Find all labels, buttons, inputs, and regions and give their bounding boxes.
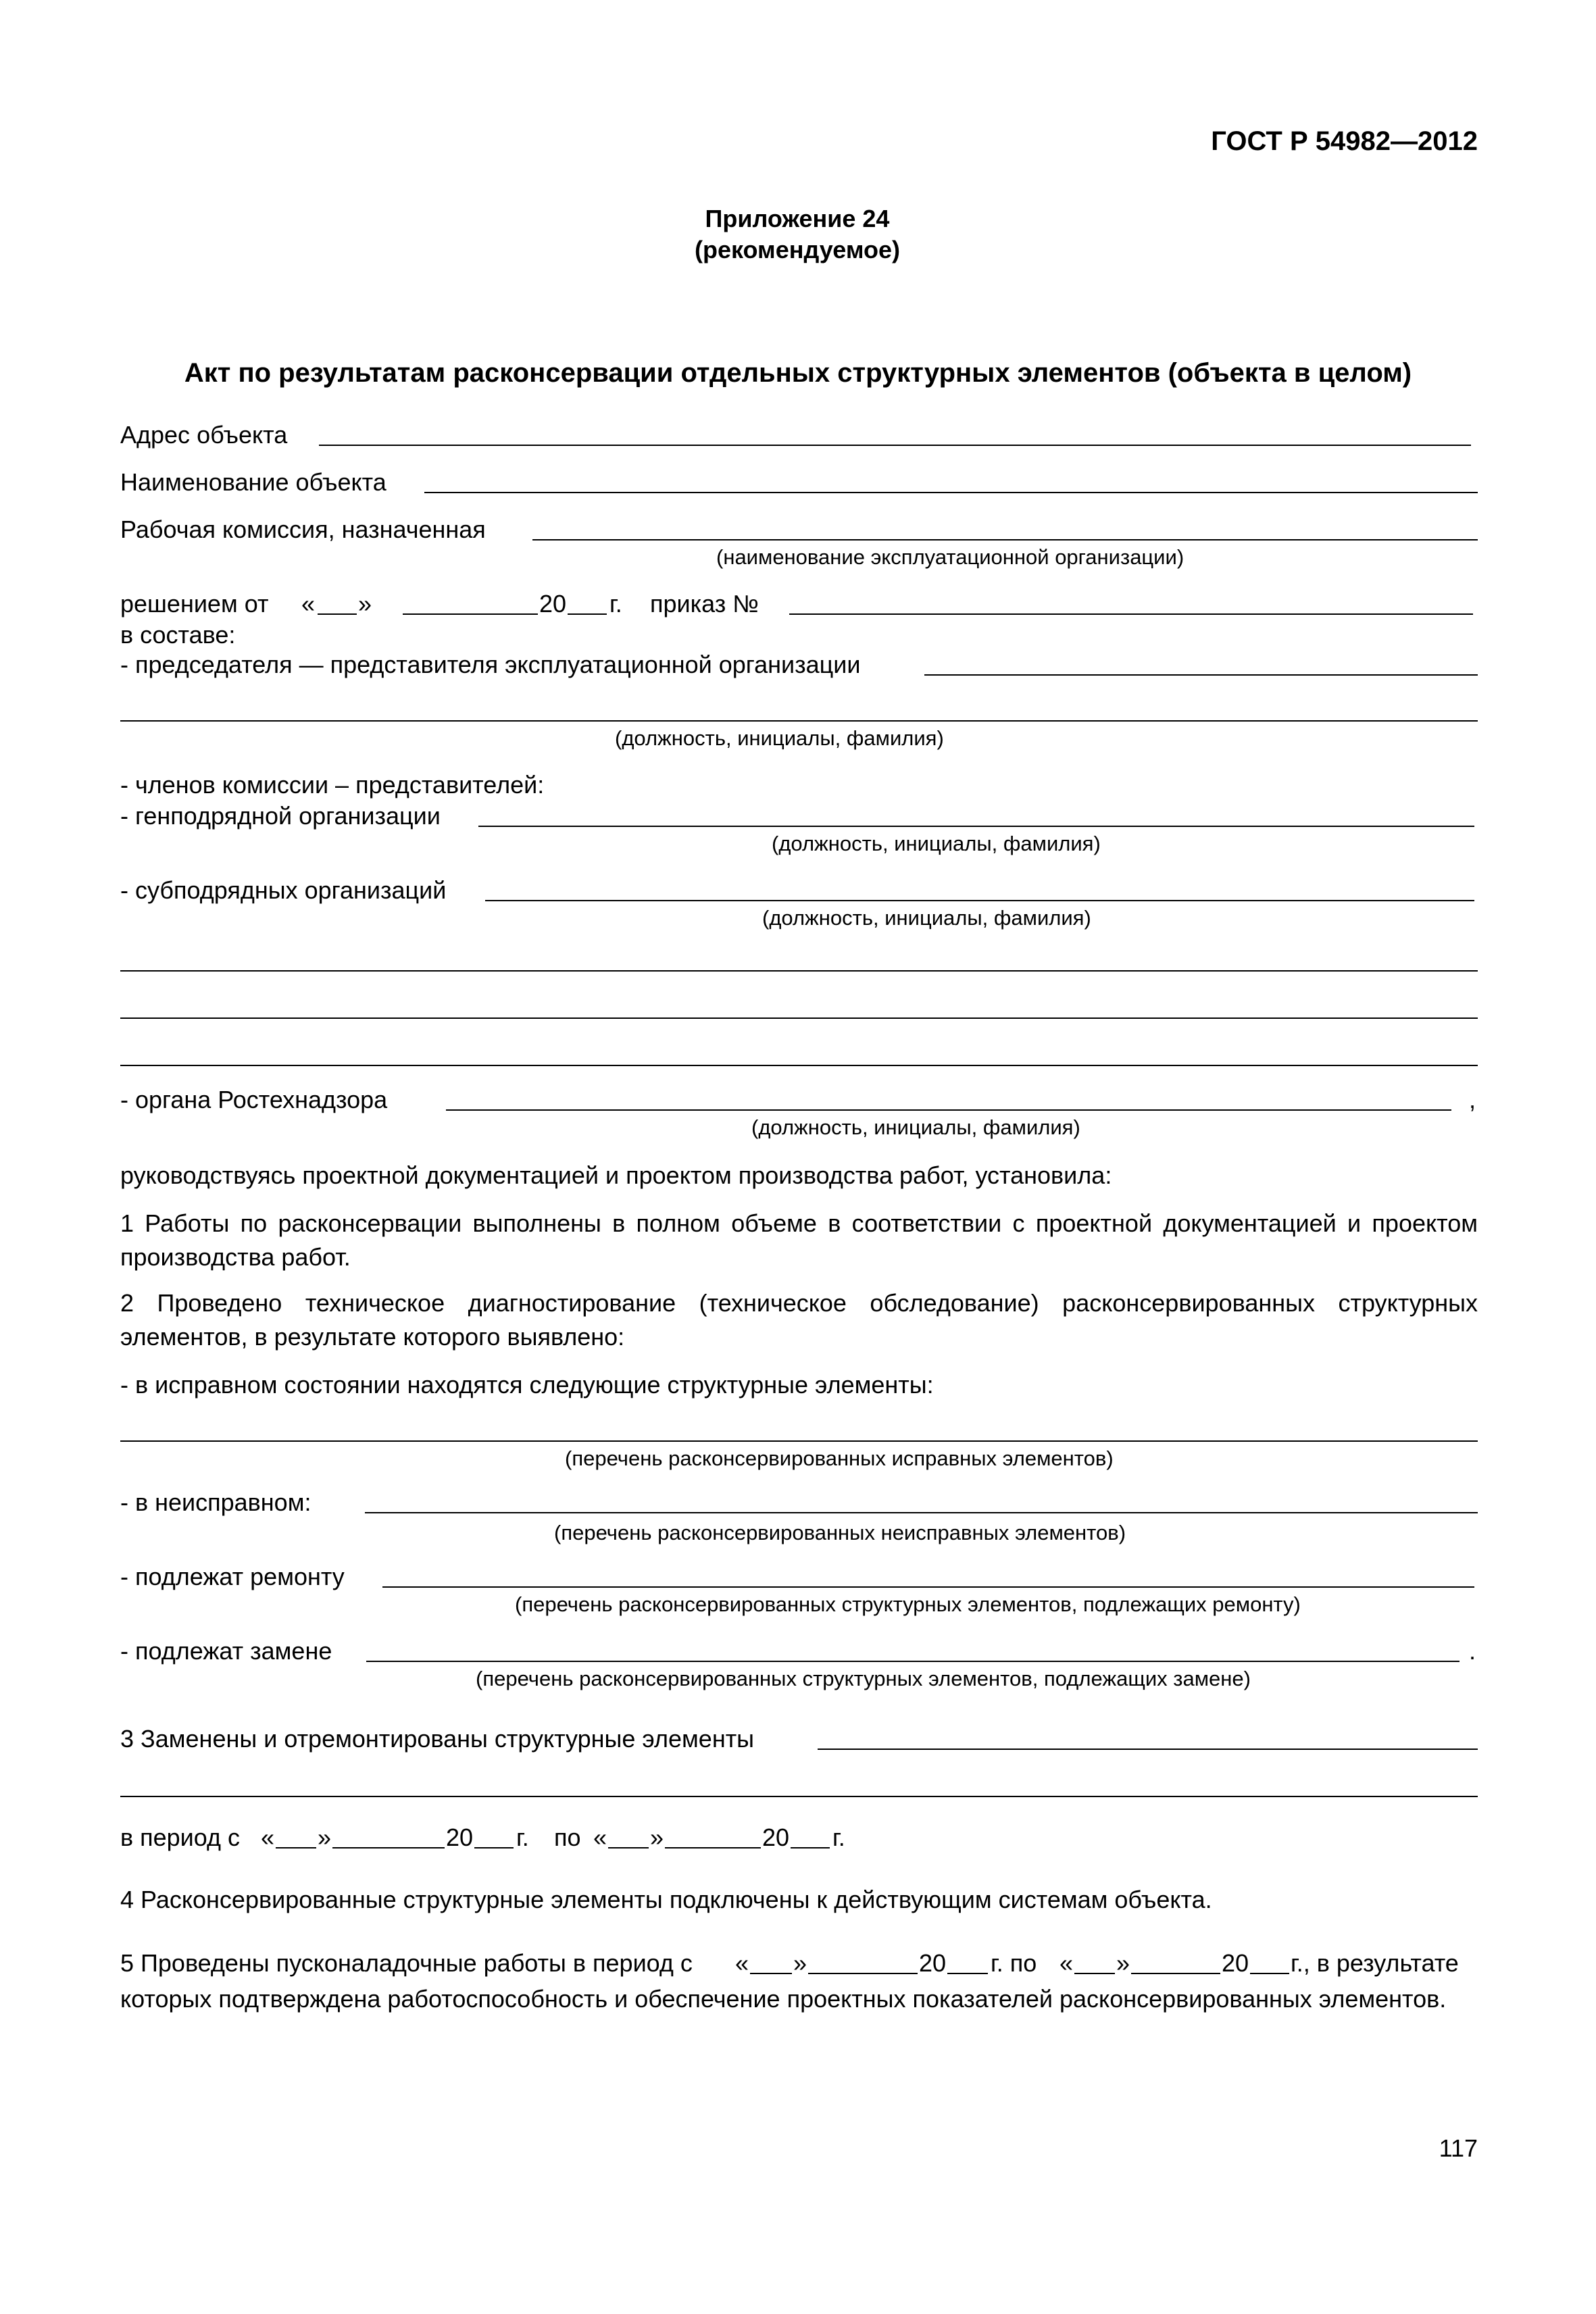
composition-label: в составе: xyxy=(120,621,236,649)
item-5-from-day-field[interactable] xyxy=(750,1973,792,1974)
subcontractors-field[interactable] xyxy=(485,900,1474,901)
annex-type: (рекомендуемое) xyxy=(695,236,900,263)
item-1-text: 1 Работы по расконсервации выполнены в полном объеме в соответствии с проектной документацией и проектом производства работ. xyxy=(120,1209,1478,1271)
object-name-label: Наименование объекта xyxy=(120,468,386,496)
replace-field[interactable] xyxy=(366,1661,1460,1662)
decision-label: решением от xyxy=(120,590,269,618)
period-from-year-suffix: г. xyxy=(516,1823,529,1851)
chairman-field-line-2[interactable] xyxy=(120,720,1478,722)
decision-day-field[interactable] xyxy=(318,613,357,615)
period-from-quote-open: « xyxy=(261,1823,275,1851)
item-5-rest: которых подтверждена работоспособность и обеспечение проектных показателей расконсервированных элементов. xyxy=(120,1985,1447,2013)
period-to-year-prefix: 20 xyxy=(762,1823,790,1851)
chairman-field[interactable] xyxy=(924,674,1478,676)
item-5-to-month-field[interactable] xyxy=(1131,1973,1220,1974)
members-label: - членов комиссии – представителей: xyxy=(120,771,545,799)
item-4-text: 4 Расконсервированные структурные элементы подключены к действующим системам объекта. xyxy=(120,1886,1212,1913)
subcontractors-label: - субподрядных организаций xyxy=(120,876,447,904)
commission-caption: (наименование эксплуатационной организации) xyxy=(716,545,1184,569)
commission-field[interactable] xyxy=(532,539,1478,540)
faulty-caption: (перечень расконсервированных неисправных элементов) xyxy=(554,1521,1126,1544)
faulty-label: - в неисправном: xyxy=(120,1488,311,1516)
chairman-caption: (должность, инициалы, фамилия) xyxy=(615,726,944,750)
document-title: Акт по результатам расконсервации отдельных структурных элементов (объекта в целом) xyxy=(184,358,1412,388)
item-5-from-quote-close: » xyxy=(793,1949,807,1977)
rostekhnadzor-label: - органа Ростехнадзора xyxy=(120,1086,388,1113)
repair-field[interactable] xyxy=(382,1586,1474,1588)
decision-quote-close: » xyxy=(358,590,372,618)
decision-year-suffix: г. xyxy=(609,590,622,618)
period-label: в период с xyxy=(120,1823,241,1851)
period-to-quote-open: « xyxy=(593,1823,607,1851)
period-to-label: по xyxy=(554,1823,581,1851)
rostekhnadzor-comma: , xyxy=(1469,1086,1476,1113)
period-to-month-field[interactable] xyxy=(665,1847,761,1848)
repair-caption: (перечень расконсервированных структурных элементов, подлежащих ремонту) xyxy=(515,1592,1301,1616)
item-5-to-day-field[interactable] xyxy=(1074,1973,1115,1974)
address-label: Адрес объекта xyxy=(120,421,288,449)
subcontractors-field-line-4[interactable] xyxy=(120,1065,1478,1066)
commission-label: Рабочая комиссия, назначенная xyxy=(120,515,486,543)
item-5-to-label: г. по xyxy=(991,1949,1037,1977)
item-5-to-year-prefix: 20 xyxy=(1222,1949,1249,1977)
annex-label: Приложение 24 xyxy=(705,205,890,232)
period-from-quote-close: » xyxy=(318,1823,332,1851)
general-contractor-label: - генподрядной организации xyxy=(120,802,441,830)
faulty-field[interactable] xyxy=(365,1512,1478,1513)
period-from-month-field[interactable] xyxy=(332,1847,445,1848)
good-state-label: - в исправном состоянии находятся следующие структурные элементы: xyxy=(120,1371,934,1399)
order-number-field[interactable] xyxy=(789,613,1473,615)
page-number: 117 xyxy=(1439,2134,1478,2162)
chairman-label: - председателя — представителя эксплуатационной организации xyxy=(120,651,861,678)
decision-month-field[interactable] xyxy=(403,613,538,615)
subcontractors-field-line-3[interactable] xyxy=(120,1017,1478,1019)
period-from-day-field[interactable] xyxy=(276,1847,316,1848)
period-to-day-field[interactable] xyxy=(608,1847,649,1848)
item-3-field[interactable] xyxy=(818,1749,1478,1750)
item-3-field-line-2[interactable] xyxy=(120,1796,1478,1797)
standard-number: ГОСТ Р 54982—2012 xyxy=(1211,126,1478,156)
good-state-caption: (перечень расконсервированных исправных элементов) xyxy=(565,1447,1114,1470)
replace-caption: (перечень расконсервированных структурных элементов, подлежащих замене) xyxy=(476,1667,1251,1690)
order-label: приказ № xyxy=(650,590,759,618)
repair-label: - подлежат ремонту xyxy=(120,1563,345,1590)
item-5-from-year-field[interactable] xyxy=(947,1973,988,1974)
item-5-prefix: 5 Проведены пусконаладочные работы в период с xyxy=(120,1949,693,1977)
period-from-year-prefix: 20 xyxy=(446,1823,474,1851)
replace-label: - подлежат замене xyxy=(120,1637,332,1665)
good-state-field[interactable] xyxy=(120,1440,1478,1442)
guided-text: руководствуясь проектной документацией и проектом производства работ, установила: xyxy=(120,1161,1112,1189)
general-contractor-field[interactable] xyxy=(478,826,1474,827)
period-to-quote-close: » xyxy=(650,1823,664,1851)
item-5-from-year-prefix: 20 xyxy=(919,1949,947,1977)
general-contractor-caption: (должность, инициалы, фамилия) xyxy=(772,832,1101,855)
period-to-year-field[interactable] xyxy=(791,1847,830,1848)
subcontractors-caption: (должность, инициалы, фамилия) xyxy=(762,906,1091,930)
item-5-suffix: г., в результате xyxy=(1291,1949,1459,1977)
item-2-text: 2 Проведено техническое диагностирование (техническое обследование) расконсервированных структурных элементов, в результате которого выявлено: xyxy=(120,1289,1478,1351)
subcontractors-field-line-2[interactable] xyxy=(120,970,1478,972)
decision-quote-open: « xyxy=(301,590,316,618)
item-5-to-year-field[interactable] xyxy=(1250,1973,1289,1974)
item-5-from-month-field[interactable] xyxy=(808,1973,918,1974)
period-from-year-field[interactable] xyxy=(474,1847,514,1848)
item-3-label: 3 Заменены и отремонтированы структурные элементы xyxy=(120,1725,755,1753)
decision-year-field[interactable] xyxy=(568,613,607,615)
address-field[interactable] xyxy=(319,445,1471,446)
item-5-to-quote-open: « xyxy=(1059,1949,1074,1977)
replace-period: . xyxy=(1469,1637,1476,1665)
period-to-year-suffix: г. xyxy=(832,1823,845,1851)
object-name-field[interactable] xyxy=(424,492,1478,493)
rostekhnadzor-field[interactable] xyxy=(446,1109,1451,1111)
rostekhnadzor-caption: (должность, инициалы, фамилия) xyxy=(751,1115,1080,1139)
item-5-from-quote-open: « xyxy=(735,1949,749,1977)
item-5-to-quote-close: » xyxy=(1116,1949,1130,1977)
decision-year-prefix: 20 xyxy=(539,590,567,618)
